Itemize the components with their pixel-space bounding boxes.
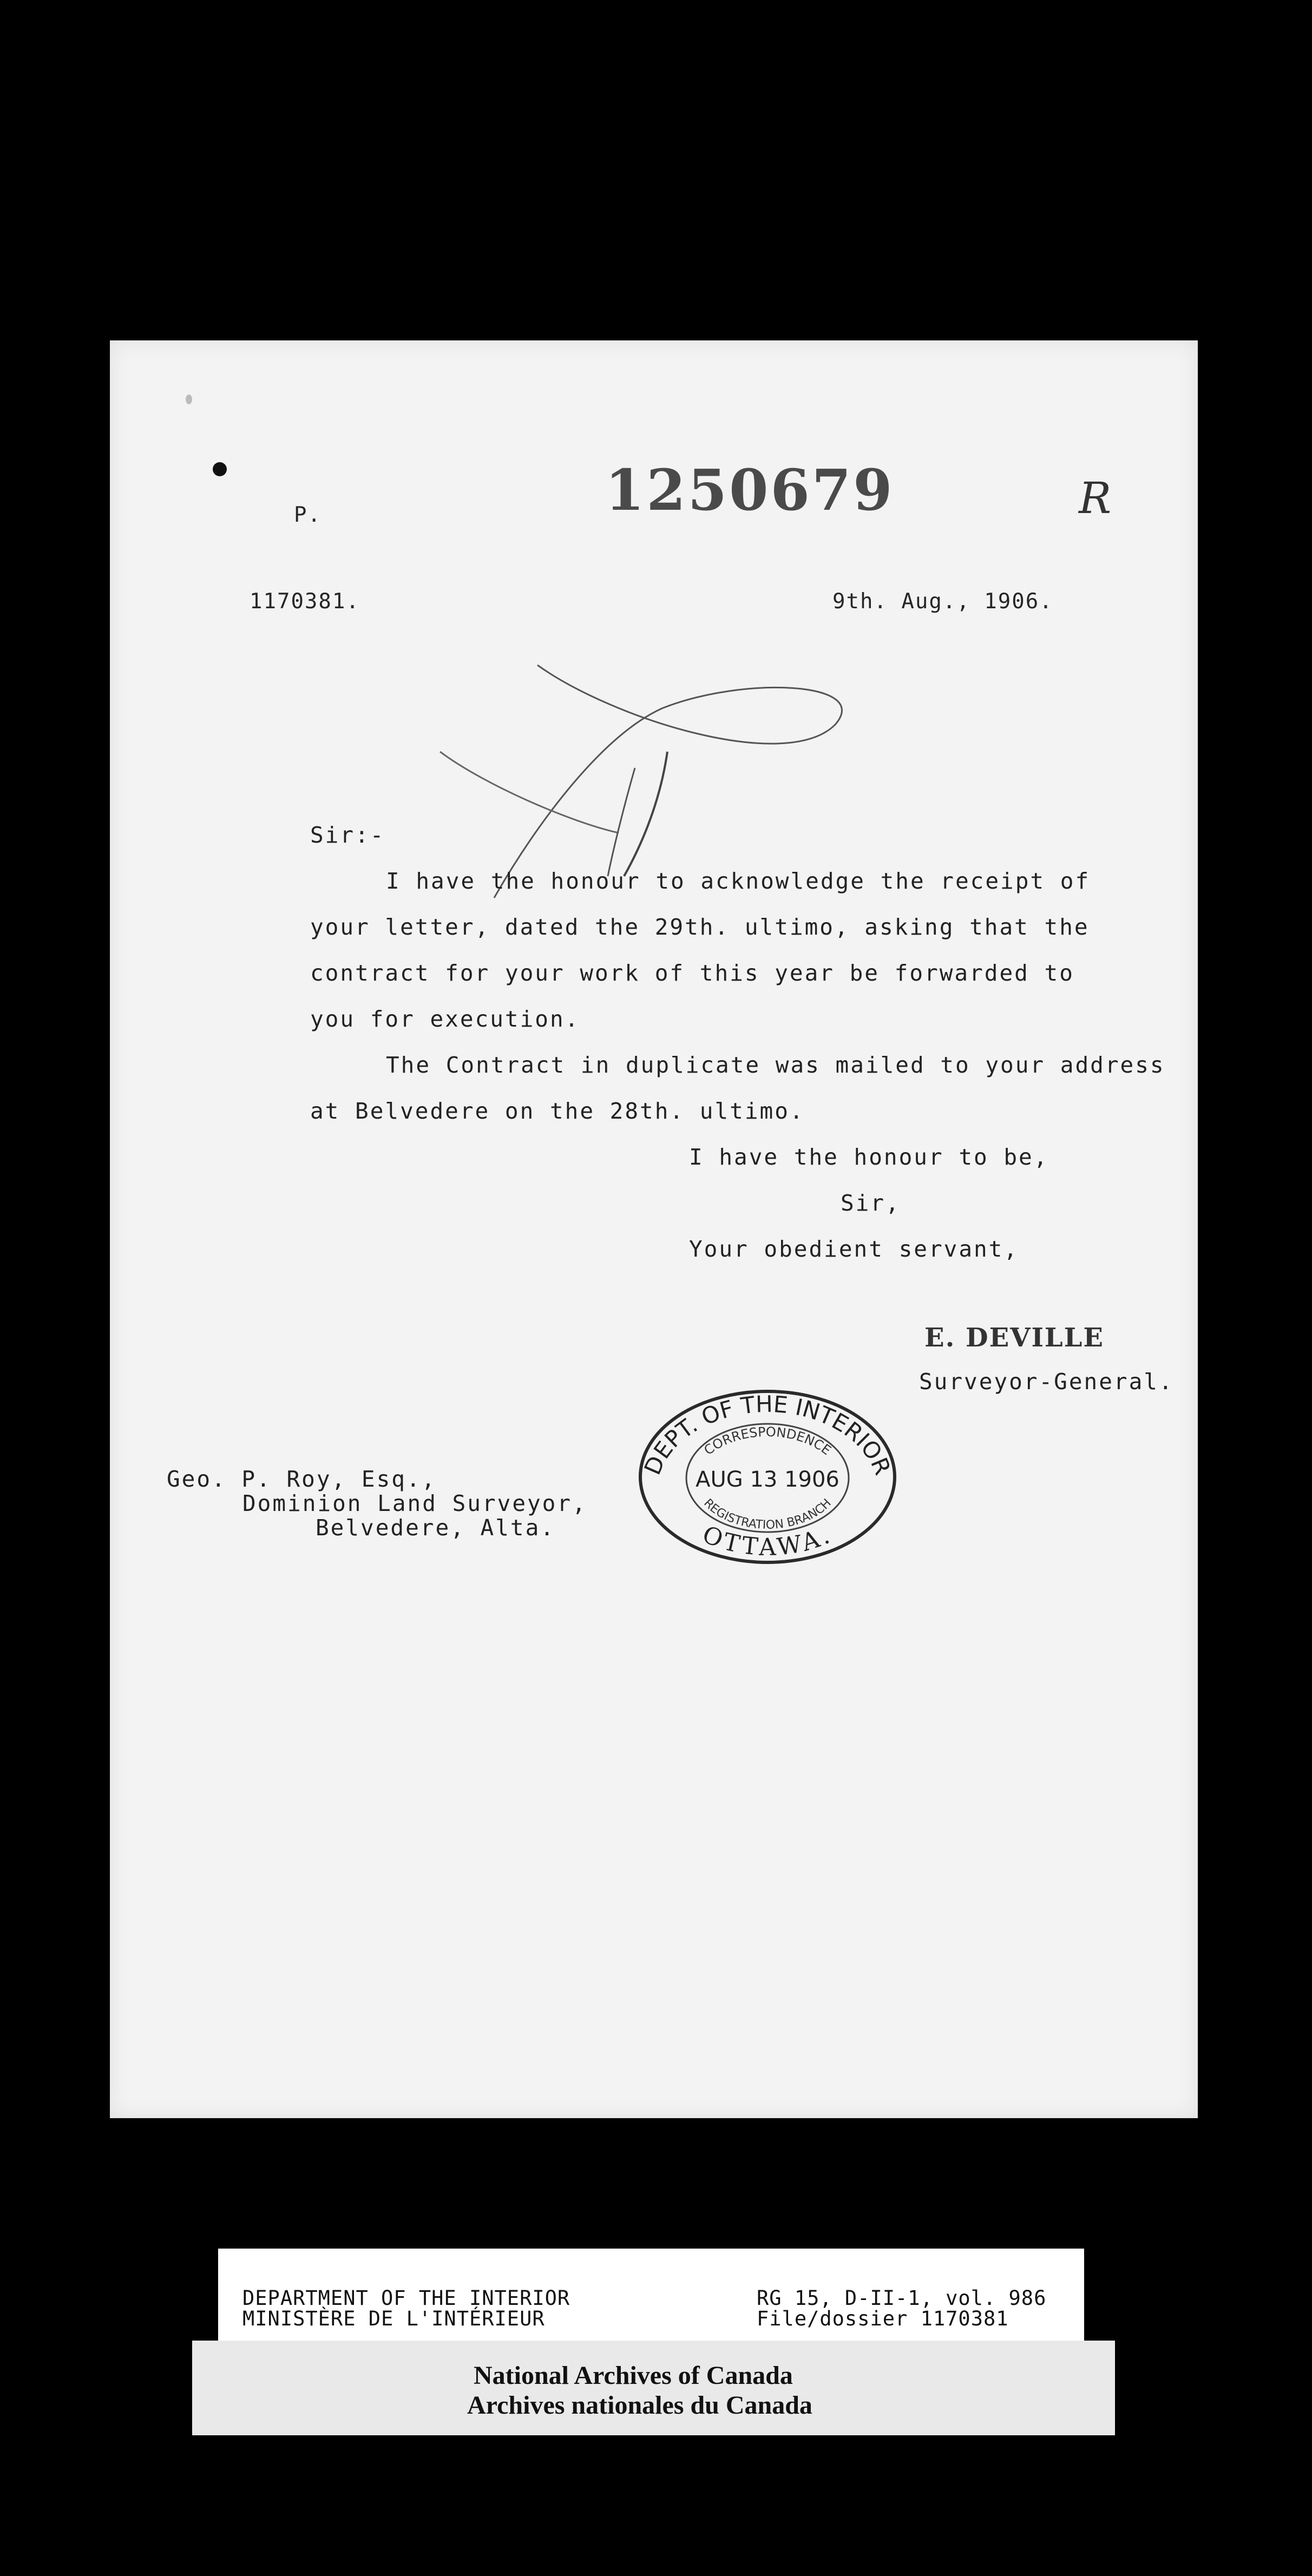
archives-name-fr: Archives nationales du Canada: [467, 2391, 812, 2420]
dept-french: MINISTÈRE DE L'INTÉRIEUR: [242, 2307, 545, 2330]
stamp-inner-top: CORRESPONDENCE: [701, 1424, 834, 1458]
body-line: contract for your work of this year be forwarded to: [310, 960, 1074, 986]
archive-reference-label: [218, 2249, 1084, 2341]
letter-page: [110, 340, 1198, 2118]
received-stamp: [627, 1385, 908, 1569]
signature-name: E. DEVILLE: [924, 1323, 1104, 1353]
letter-date: 9th. Aug., 1906.: [832, 589, 1053, 614]
body-line: your letter, dated the 29th. ultimo, asking that the: [310, 914, 1090, 940]
body-line: at Belvedere on the 28th. ultimo.: [310, 1098, 805, 1124]
file-dossier-ref: File/dossier 1170381: [757, 2307, 1009, 2330]
file-mark: P.: [294, 503, 322, 527]
stamp-top-text: DEPT. OF THE INTERIOR: [639, 1390, 896, 1479]
ink-speck: [213, 462, 227, 476]
svg-text:CORRESPONDENCE: [701, 1424, 834, 1458]
body-line: you for execution.: [310, 1006, 580, 1032]
margin-mark: R: [1079, 473, 1112, 523]
stamp-inner-bottom: REGISTRATION BRANCH: [701, 1496, 834, 1532]
addressee-line: Belvedere, Alta.: [316, 1515, 555, 1541]
closing-line: Sir,: [841, 1190, 901, 1216]
dept-english: DEPARTMENT OF THE INTERIOR: [242, 2286, 570, 2310]
closing-line: I have the honour to be,: [689, 1144, 1049, 1170]
file-number: 1170381.: [250, 589, 360, 614]
record-group-ref: RG 15, D-II-1, vol. 986: [757, 2286, 1047, 2310]
stamp-bottom-text: OTTAWA.: [698, 1520, 837, 1561]
ink-speck: [186, 395, 192, 404]
archives-banner: [192, 2341, 1115, 2435]
closing-line: Your obedient servant,: [689, 1236, 1019, 1262]
archives-name-en: National Archives of Canada: [474, 2361, 793, 2390]
stamp-number: 1250679: [605, 457, 895, 523]
addressee-line: Dominion Land Surveyor,: [242, 1490, 587, 1516]
addressee-line: Geo. P. Roy, Esq.,: [167, 1466, 437, 1492]
body-line: The Contract in duplicate was mailed to your address: [386, 1052, 1165, 1078]
salutation: Sir:-: [310, 822, 385, 848]
stamp-date: AUG 13 1906: [696, 1467, 839, 1492]
body-line: I have the honour to acknowledge the receipt of: [386, 868, 1091, 894]
signature-title: Surveyor-General.: [919, 1369, 1174, 1395]
